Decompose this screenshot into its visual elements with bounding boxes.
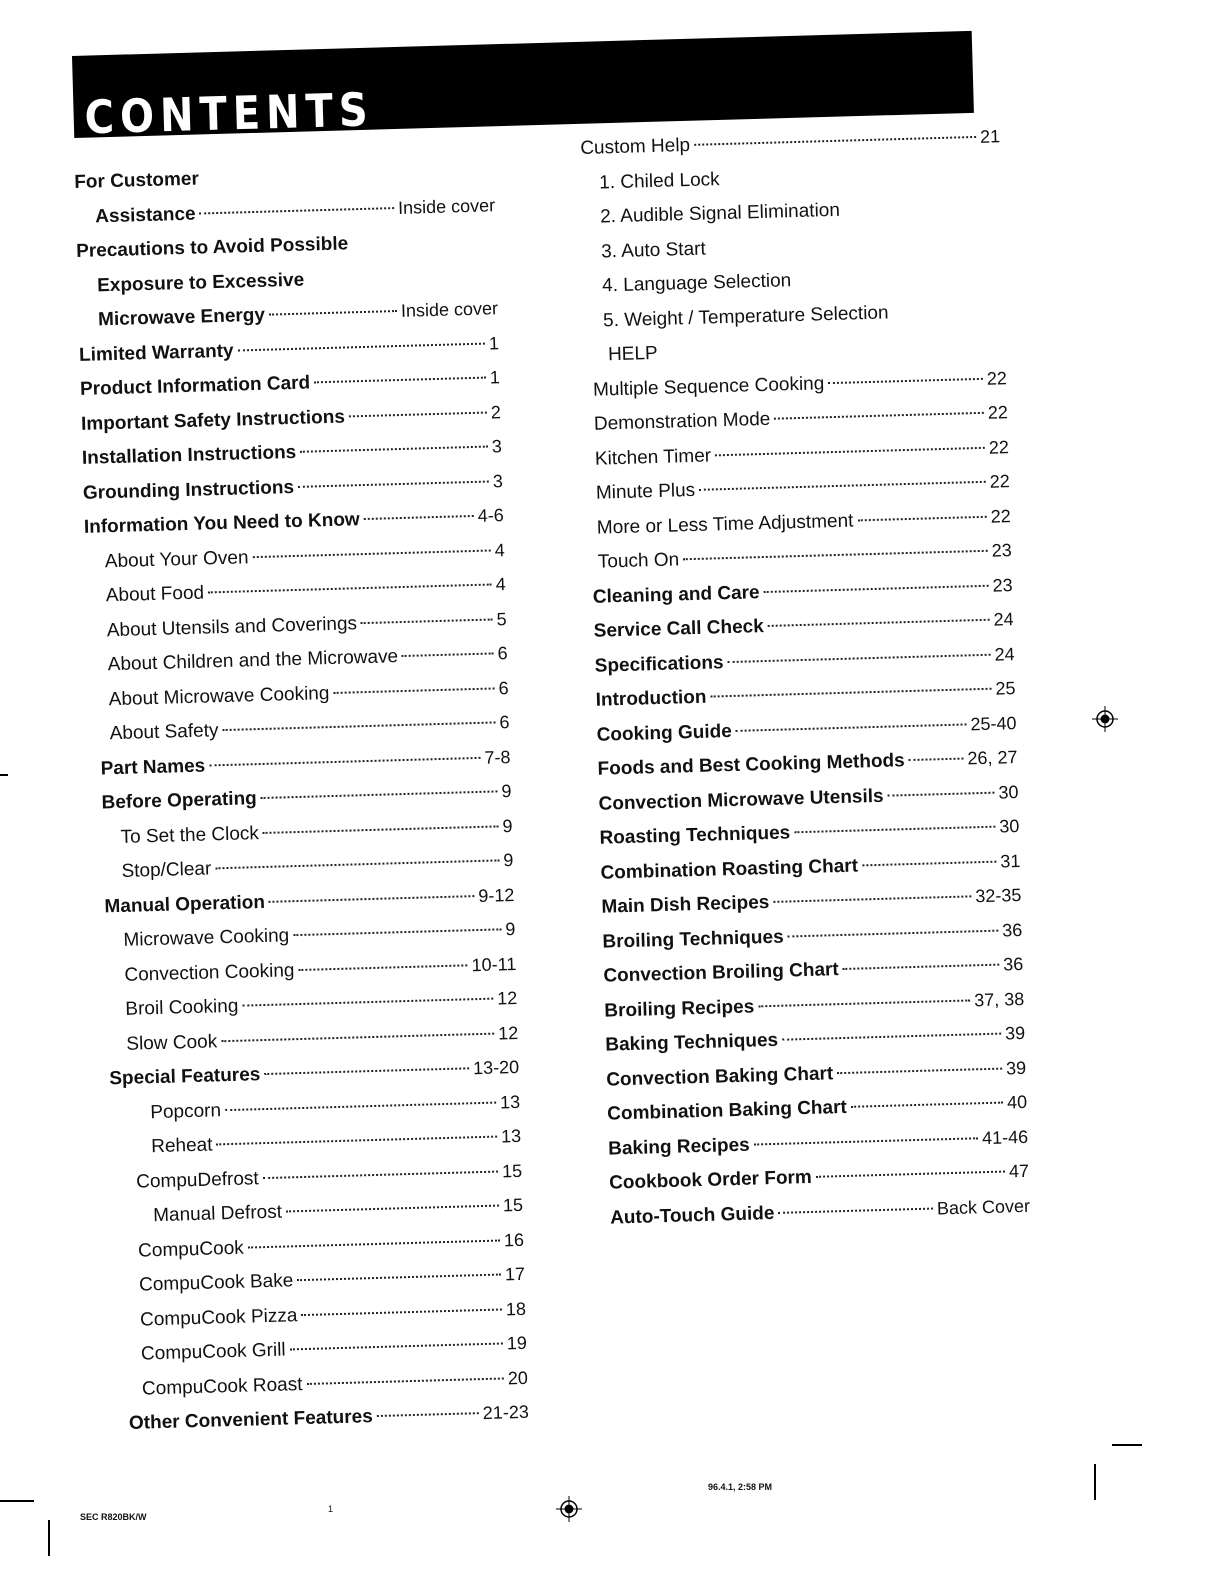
- toc-entry-page: 22: [989, 471, 1011, 492]
- dot-leader: [862, 860, 996, 866]
- toc-entry-label: Cooking Guide: [596, 720, 733, 746]
- dot-leader: [774, 412, 984, 420]
- dot-leader: [694, 136, 976, 146]
- dot-leader: [252, 549, 490, 558]
- toc-entry-page: 30: [999, 816, 1020, 837]
- dot-leader: [727, 653, 990, 662]
- toc-entry-label: About Your Oven: [104, 546, 249, 572]
- toc-entry-page: 5: [496, 608, 507, 629]
- dot-leader: [301, 1308, 502, 1316]
- dot-leader: [857, 515, 986, 521]
- toc-entry-label: More or Less Time Adjustment: [596, 510, 854, 539]
- dot-leader: [828, 377, 983, 383]
- dot-leader: [758, 999, 970, 1007]
- toc-entry-label: Auto-Touch Guide: [609, 1202, 775, 1229]
- toc-entry-label: 2. Audible Signal Elimination: [599, 199, 841, 228]
- toc-entry-page: 24: [994, 643, 1015, 665]
- toc-entry-label: 3. Auto Start: [600, 238, 707, 262]
- toc-entry-page: 10-11: [471, 953, 517, 975]
- dot-leader: [297, 1274, 501, 1282]
- toc-entry-label: CompuDefrost: [135, 1167, 259, 1193]
- dot-leader: [816, 1171, 1005, 1178]
- dot-leader: [333, 687, 494, 694]
- toc-entry-label: 5. Weight / Temperature Selection: [602, 301, 889, 331]
- toc-entry-label: 1. Chiled Lock: [598, 168, 720, 193]
- toc-entry-page: Inside cover: [400, 298, 499, 321]
- toc-entry-page: 13-20: [472, 1056, 520, 1079]
- crop-mark: [0, 774, 8, 776]
- toc-entry-page: 4: [495, 574, 506, 595]
- toc-entry-label: CompuCook Grill: [140, 1339, 286, 1365]
- toc-entry-label: Specifications: [594, 651, 724, 677]
- dot-leader: [300, 446, 488, 453]
- dot-leader: [754, 1137, 978, 1145]
- toc-entry-label: Roasting Techniques: [599, 822, 791, 849]
- toc-entry-label: About Microwave Cooking: [108, 682, 330, 710]
- toc-entry-page: 40: [1006, 1091, 1028, 1113]
- dot-leader: [377, 1412, 479, 1417]
- toc-entry-label: Precautions to Avoid Possible: [75, 233, 349, 262]
- toc-entry-page: 6: [498, 677, 509, 698]
- toc-entry-page: 7-8: [484, 746, 511, 768]
- toc-entry-label: To Set the Clock: [120, 822, 260, 848]
- dot-leader: [736, 723, 967, 731]
- toc-entry-label: Manual Defrost: [152, 1201, 283, 1227]
- dot-leader: [298, 480, 489, 487]
- toc-entry-label: Baking Techniques: [605, 1029, 779, 1056]
- toc-entry-label: Convection Cooking: [124, 959, 295, 986]
- dot-leader: [209, 756, 480, 766]
- toc-entry-label: Combination Roasting Chart: [600, 855, 859, 884]
- dot-leader: [290, 1342, 503, 1350]
- registration-mark-icon: [556, 1496, 582, 1522]
- dot-leader: [710, 688, 991, 698]
- dot-leader: [402, 652, 494, 657]
- dot-leader: [699, 481, 986, 491]
- toc-entry-label: Grounding Instructions: [82, 476, 295, 504]
- dot-leader: [794, 826, 995, 834]
- toc-entry-page: 41-46: [981, 1126, 1029, 1148]
- dot-leader: [238, 342, 485, 351]
- dot-leader: [248, 1239, 500, 1248]
- toc-entry-label: CompuCook Pizza: [139, 1304, 298, 1331]
- toc-entry-label: Slow Cook: [126, 1030, 218, 1055]
- toc-entry-label: Limited Warranty: [78, 340, 234, 366]
- toc-entry-page: 25: [995, 678, 1016, 699]
- toc-entry-page: 19: [506, 1332, 528, 1354]
- toc-entry-label: Exposure to Excessive: [96, 269, 305, 296]
- toc-entry-page: 36: [1001, 919, 1023, 941]
- toc-entry-label: Custom Help: [580, 134, 691, 159]
- dot-leader: [788, 929, 999, 937]
- toc-entry-page: 6: [497, 643, 508, 664]
- toc-right-column: [580, 126, 1031, 1241]
- dot-leader: [200, 207, 395, 214]
- toc-entry-label: CompuCook Roast: [141, 1373, 303, 1400]
- toc-entry-page: 15: [502, 1194, 524, 1216]
- dot-leader: [298, 964, 467, 971]
- toc-entry-page: 6: [499, 712, 510, 733]
- dot-leader: [851, 1102, 1003, 1108]
- toc-entry-page: 1: [489, 367, 501, 388]
- toc-entry-page: 36: [1002, 953, 1024, 975]
- dot-leader: [208, 583, 492, 593]
- toc-entry-page: 9: [505, 918, 516, 940]
- dot-leader: [764, 584, 989, 592]
- toc-entry-page: 4: [494, 539, 505, 560]
- toc-entry-page: 37, 38: [973, 988, 1025, 1010]
- toc-entry-label: Microwave Energy: [97, 304, 266, 331]
- toc-entry-label: CompuCook: [137, 1237, 245, 1262]
- footer-timestamp: 96.4.1, 2:58 PM: [708, 1482, 773, 1492]
- toc-entry-label: Manual Operation: [104, 891, 266, 917]
- toc-entry-label: Foods and Best Cooking Methods: [597, 750, 905, 780]
- toc-entry-page: 15: [501, 1160, 523, 1181]
- crop-mark: [0, 1500, 34, 1502]
- toc-entry-page: 21: [979, 126, 1001, 147]
- toc-entry-label: Convection Baking Chart: [606, 1062, 834, 1091]
- toc-entry-label: Other Convenient Features: [128, 1406, 374, 1434]
- toc-entry-page: Back Cover: [936, 1195, 1031, 1218]
- toc-entry-label: About Safety: [109, 720, 219, 745]
- dot-leader: [361, 618, 493, 624]
- toc-entry-label: Service Call Check: [593, 616, 765, 642]
- dot-leader: [364, 515, 474, 520]
- dot-leader: [269, 895, 474, 903]
- registration-mark-icon: [1092, 706, 1118, 732]
- toc-entry-page: 24: [993, 609, 1014, 630]
- toc-entry-label: Microwave Cooking: [123, 925, 290, 951]
- toc-entry-page: 20: [507, 1367, 529, 1388]
- toc-entry-page: 18: [505, 1298, 527, 1319]
- toc-entry-label: Before Operating: [101, 788, 258, 814]
- toc-entry-page: 2: [490, 401, 502, 422]
- toc-entry-label: Product Information Card: [79, 372, 311, 400]
- toc-entry-label: For Customer: [74, 168, 200, 193]
- dot-leader: [221, 1032, 494, 1042]
- dot-leader: [293, 928, 501, 936]
- toc-entry-label: Convection Broiling Chart: [603, 959, 840, 987]
- toc-entry-label: About Children and the Microwave: [107, 646, 399, 676]
- dot-leader: [261, 790, 498, 799]
- toc-entry-page: 39: [1004, 1022, 1026, 1044]
- toc-entry-page: 47: [1008, 1160, 1030, 1182]
- toc-entry-page: 21-23: [482, 1401, 530, 1424]
- toc-entry-label: Broiling Techniques: [602, 926, 784, 953]
- dot-leader: [242, 998, 493, 1007]
- dot-leader: [778, 1207, 933, 1213]
- toc-entry-label: Special Features: [109, 1064, 261, 1090]
- toc-entry-label: Main Dish Recipes: [601, 892, 770, 918]
- toc-entry-page: 3: [492, 470, 504, 491]
- page-title: CONTENTS: [84, 83, 375, 145]
- toc-entry-label: Minute Plus: [595, 479, 696, 504]
- dot-leader: [909, 758, 964, 762]
- toc-entry-label: Important Safety Instructions: [80, 406, 346, 435]
- dot-leader: [306, 1377, 503, 1385]
- toc-entry-label: Cleaning and Care: [592, 581, 760, 608]
- toc-entry-label: Touch On: [597, 549, 680, 573]
- toc-entry-page: 39: [1005, 1057, 1027, 1078]
- dot-leader: [782, 1033, 1001, 1041]
- toc-left-column: [74, 160, 529, 1448]
- toc-entry-page: 4-6: [477, 505, 505, 526]
- toc-entry-page: 23: [991, 540, 1012, 561]
- toc-entry-label: Cookbook Order Form: [608, 1166, 813, 1194]
- toc-entry-label: Stop/Clear: [121, 858, 212, 882]
- dot-leader: [225, 1101, 496, 1111]
- toc-entry-page: 23: [992, 574, 1013, 596]
- toc-entry-label: Installation Instructions: [81, 441, 297, 469]
- toc-entry-label: Multiple Sequence Cooking: [592, 372, 825, 401]
- toc-entry-page: 12: [496, 987, 518, 1009]
- toc-entry-label: About Utensils and Coverings: [106, 612, 358, 641]
- toc-entry-page: 9-12: [478, 884, 515, 906]
- toc-entry-page: 16: [503, 1229, 525, 1250]
- toc-entry-page: 32-35: [974, 884, 1022, 907]
- toc-entry-label: Broiling Recipes: [604, 995, 755, 1022]
- toc-entry-label: 4. Language Selection: [601, 270, 792, 297]
- toc-entry-page: 22: [986, 367, 1008, 389]
- toc-entry-page: 22: [990, 505, 1011, 527]
- dot-leader: [888, 791, 995, 796]
- dot-leader: [314, 377, 486, 384]
- toc-entry-label: About Food: [105, 582, 205, 607]
- toc-entry-label: Reheat: [150, 1134, 213, 1158]
- dot-leader: [263, 825, 499, 834]
- dot-leader: [222, 721, 495, 731]
- toc-entry-label: Combination Baking Chart: [606, 1096, 848, 1125]
- toc-entry-label: Kitchen Timer: [594, 444, 712, 470]
- toc-entry-page: 3: [491, 436, 503, 457]
- toc-entry-page: 13: [499, 1091, 521, 1112]
- dot-leader: [715, 446, 985, 456]
- crop-mark: [48, 1520, 50, 1556]
- dot-leader: [768, 619, 990, 627]
- toc-entry-page: 22: [988, 436, 1010, 458]
- toc-entry-label: Baking Recipes: [607, 1134, 750, 1160]
- toc-entry-label: Part Names: [100, 755, 206, 779]
- toc-entry-page: 31: [1000, 850, 1021, 872]
- dot-leader: [773, 895, 971, 903]
- toc-entry-page: 9: [501, 781, 512, 802]
- dot-leader: [837, 1067, 1002, 1074]
- footer-page-number: 1: [328, 1504, 334, 1514]
- toc-entry-page: 12: [497, 1022, 519, 1043]
- toc-entry-label: Assistance: [94, 203, 196, 227]
- footer-model: SEC R820BK/W: [80, 1512, 147, 1522]
- dot-leader: [843, 964, 1000, 970]
- toc-entry-page: Inside cover: [397, 194, 496, 218]
- dot-leader: [263, 1170, 498, 1179]
- toc-entry-label: HELP: [607, 342, 658, 366]
- toc-entry-page: 1: [488, 332, 500, 353]
- crop-mark: [1112, 1444, 1142, 1446]
- toc-entry-label: Introduction: [595, 686, 707, 711]
- dot-leader: [286, 1205, 499, 1213]
- dot-leader: [269, 310, 397, 316]
- toc-entry-label: Demonstration Mode: [593, 408, 771, 435]
- toc-entry-page: 9: [503, 850, 514, 871]
- toc-entry-page: 26, 27: [967, 747, 1018, 769]
- toc-entry-label: Information You Need to Know: [83, 509, 360, 538]
- dot-leader: [215, 859, 499, 869]
- crop-mark: [1094, 1464, 1096, 1500]
- toc-entry-label: Broil Cooking: [125, 995, 239, 1020]
- dot-leader: [216, 1136, 497, 1146]
- toc-entry-label: Convection Microwave Utensils: [598, 785, 884, 815]
- toc-entry-page: 25-40: [970, 712, 1017, 734]
- dot-leader: [349, 411, 487, 417]
- toc-entry-label: Popcorn: [149, 1099, 222, 1123]
- toc-entry-page: 22: [987, 402, 1009, 423]
- toc-entry-page: 9: [502, 815, 513, 836]
- toc-entry-page: 30: [998, 781, 1019, 803]
- toc-entry-page: 13: [500, 1125, 522, 1147]
- dot-leader: [683, 550, 988, 561]
- toc-entry-label: CompuCook Bake: [138, 1270, 294, 1296]
- dot-leader: [264, 1067, 469, 1075]
- toc-entry-page: 17: [504, 1263, 526, 1285]
